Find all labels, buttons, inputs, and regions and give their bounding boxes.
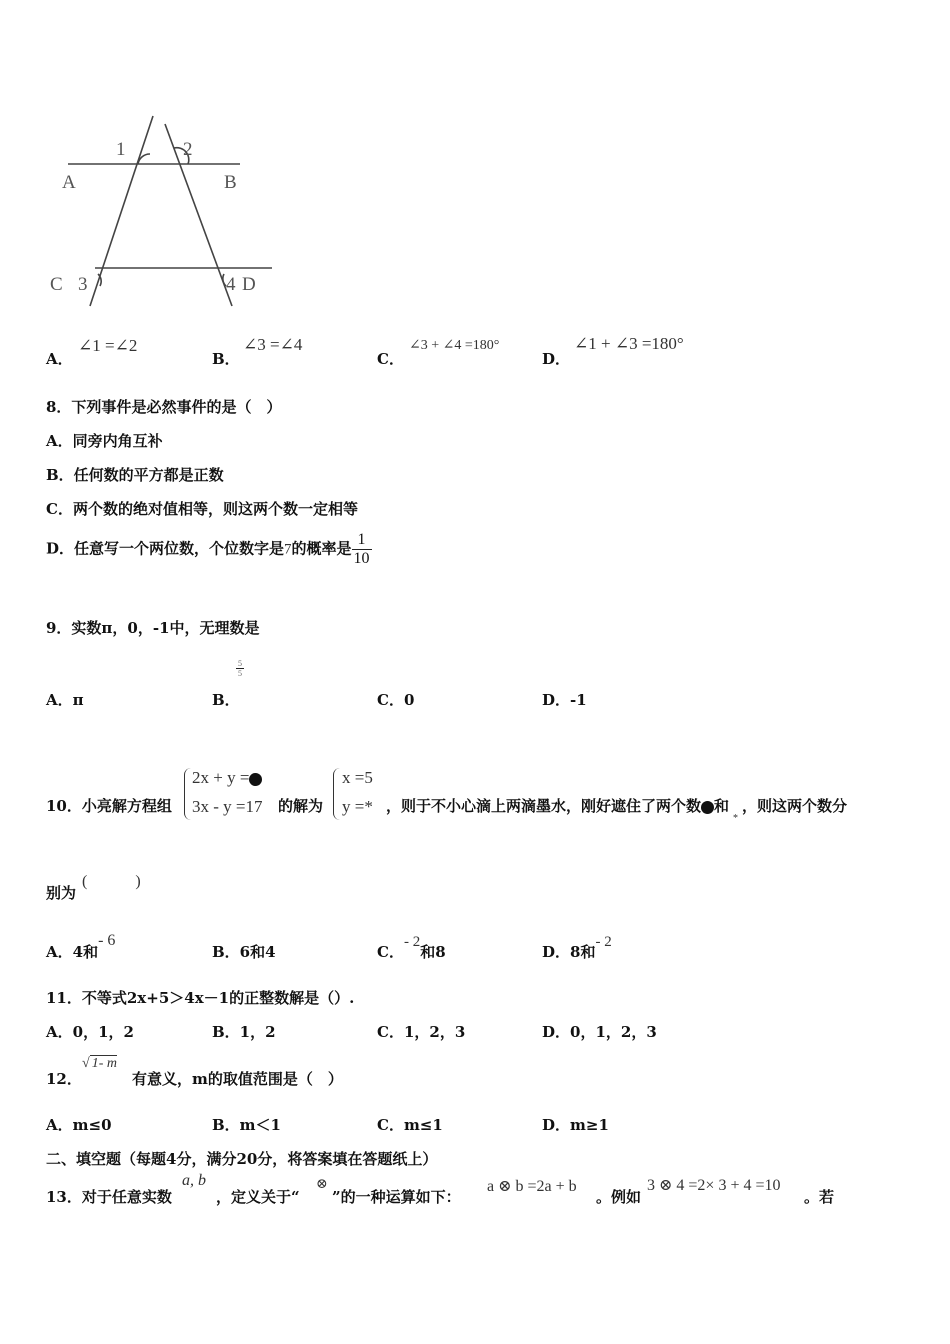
q10-paren: ( ): [82, 873, 141, 890]
q13-definition: a ⊗ b =2a + b: [487, 1178, 577, 1195]
q13-text3: 。例如: [596, 1188, 642, 1206]
q8-option-d-digit: 7: [284, 541, 292, 558]
q12-option-a[interactable]: A．m≤0: [46, 1116, 112, 1134]
q10-eq1-text: 2x + y =: [192, 768, 250, 787]
q9-option-d[interactable]: D．-1: [542, 691, 587, 709]
q7-option-c-label: C．: [377, 350, 404, 368]
q11-stem: 11．不等式2x+5＞4x－1的正整数解是（）.: [46, 989, 355, 1007]
q10-star: *: [733, 813, 739, 824]
q7-option-c[interactable]: [377, 348, 404, 369]
q10-mid: 的解为: [278, 797, 324, 815]
q12-radicand: 1- m: [91, 1056, 117, 1071]
q10-suffix: [386, 795, 848, 824]
ink-blot-icon: [249, 773, 262, 786]
q8-option-b[interactable]: B．任何数的平方都是正数: [46, 466, 224, 484]
q11-option-c[interactable]: C．1，2，3: [377, 1023, 466, 1041]
q7-option-a-expr: ∠1 =∠2: [78, 336, 138, 355]
q10-option-a-label: A．4和: [46, 943, 99, 961]
q13-vars: a, b: [182, 1172, 206, 1189]
q12-stem: 有意义，m的取值范围是（ ）: [132, 1070, 343, 1088]
q7-option-d[interactable]: [542, 348, 570, 369]
q7-option-d-label: D．: [542, 350, 571, 368]
q7-option-a[interactable]: [46, 348, 73, 369]
q9-option-b-label: B．: [212, 691, 240, 709]
q8-fraction-denominator: 10: [353, 550, 370, 567]
q12-option-d[interactable]: D．m≥1: [542, 1116, 609, 1134]
q10-line2: 别为: [46, 884, 77, 902]
q10-option-d-label: D．8和: [542, 943, 596, 961]
q12-option-c[interactable]: C．m≤1: [377, 1116, 443, 1134]
q8-option-d-prefix: D．任意写一个两位数，个位数字是: [46, 539, 285, 558]
q8-option-a[interactable]: A．同旁内角互补: [46, 432, 163, 450]
section-2-title: 二、填空题（每题4分，满分20分，将答案填在答题纸上）: [46, 1150, 438, 1168]
q10-sol2: y =*: [342, 797, 373, 816]
q10-suffix1: ，则于不小心滴上两滴墨水，刚好遮住了两个数: [386, 797, 702, 815]
ink-blot-icon: [701, 801, 714, 814]
q11-option-b[interactable]: B．1，2: [212, 1023, 276, 1041]
q9-stem: 9．实数π，0，-1中，无理数是: [46, 619, 260, 637]
q12-option-b[interactable]: B．m＜1: [212, 1116, 281, 1134]
q10-eq1: [192, 768, 262, 788]
q8-option-d[interactable]: [46, 531, 372, 568]
q10-option-c[interactable]: [377, 934, 446, 962]
label-c: C: [50, 274, 63, 295]
q10-option-c-tail: 和8: [420, 943, 446, 961]
q11-option-a[interactable]: A．0，1，2: [46, 1023, 134, 1041]
q10-and: 和: [714, 797, 730, 815]
q8-stem: 8．下列事件是必然事件的是（ ）: [46, 398, 282, 416]
q12-sqrt: √ 1- m: [82, 1056, 117, 1071]
q10-prefix: 10．小亮解方程组: [46, 797, 172, 815]
q9-option-b-fraction: [236, 658, 244, 678]
geometry-figure: [50, 110, 280, 310]
q10-option-a-value: - 6: [98, 932, 116, 949]
transversal-right: [165, 124, 232, 306]
q10-sol1: x =5: [342, 768, 373, 787]
q11-option-d[interactable]: D．0，1，2，3: [542, 1023, 657, 1041]
q10-solution-brace: [333, 768, 340, 820]
q9-option-b[interactable]: [212, 689, 240, 710]
q10-option-d-value: - 2: [595, 934, 612, 950]
q7-option-b-expr: ∠3 =∠4: [243, 335, 303, 354]
q7-option-b-label: B．: [212, 350, 240, 368]
q10-option-b[interactable]: B．6和4: [212, 943, 276, 961]
label-b: B: [224, 172, 237, 193]
q12-number: 12．: [46, 1070, 82, 1088]
q8-option-d-mid: 的概率是: [291, 539, 352, 558]
q13-text2: ”的一种运算如下：: [332, 1188, 461, 1206]
label-a: A: [62, 172, 76, 193]
q13-operator: ⊗: [316, 1177, 328, 1192]
q13-prefix: 13．对于任意实数: [46, 1188, 172, 1206]
q10-option-c-value: - 2: [403, 934, 421, 950]
q10-option-d[interactable]: [542, 934, 612, 962]
q8-fraction-numerator: 1: [352, 531, 372, 550]
q10-eq2: 3x - y =17: [192, 797, 263, 816]
label-2: 2: [183, 139, 193, 160]
q10-option-c-label: C．: [377, 943, 404, 961]
q7-option-b[interactable]: [212, 348, 240, 369]
label-3: 3: [78, 274, 88, 295]
q13-text4: 。若: [804, 1188, 835, 1206]
q13-example: 3 ⊗ 4 =2× 3 + 4 =10: [647, 1177, 781, 1194]
label-4: 4: [226, 274, 236, 295]
q8-option-c[interactable]: C．两个数的绝对值相等，则这两个数一定相等: [46, 500, 358, 518]
q7-option-a-label: A．: [46, 350, 73, 368]
q9-fraction-denominator: 5: [238, 669, 242, 678]
q9-fraction-numerator: 5: [238, 659, 242, 668]
q10-suffix2: ，则这两个数分: [742, 797, 848, 815]
label-1: 1: [116, 139, 126, 160]
q10-system-brace: [184, 768, 191, 820]
q8-option-d-fraction: [352, 531, 372, 568]
q9-option-a[interactable]: A．π: [46, 691, 84, 709]
q13-text1: ，定义关于“: [216, 1188, 300, 1206]
label-d: D: [242, 274, 256, 295]
q7-option-d-expr: ∠1 + ∠3 =180°: [574, 334, 684, 353]
q10-option-a[interactable]: [46, 932, 116, 962]
q9-option-c[interactable]: C．0: [377, 691, 415, 709]
q7-option-c-expr: ∠3 + ∠4 =180°: [409, 338, 500, 353]
